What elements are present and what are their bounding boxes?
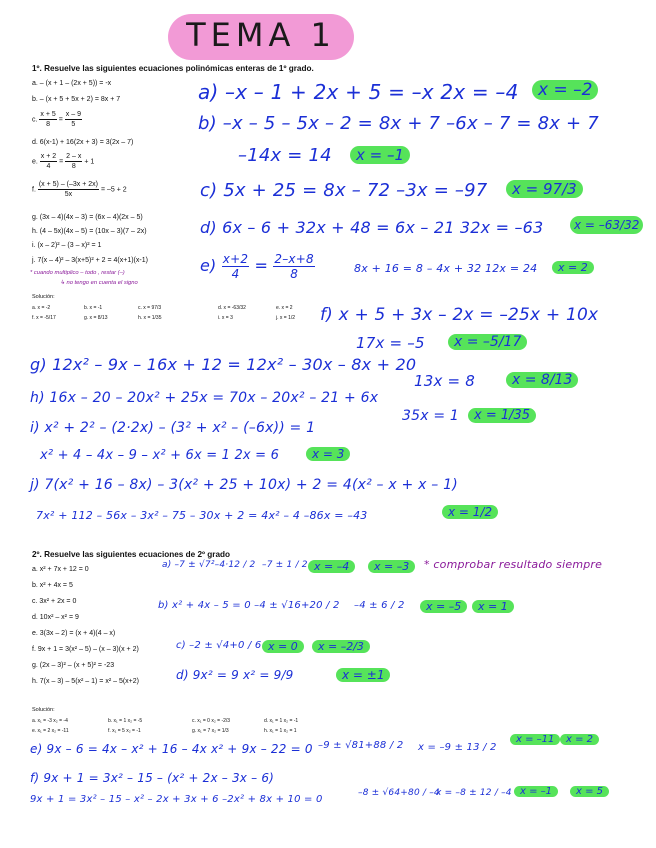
exercise-2f: f. 9x + 1 = 3(x² – 5) – (x – 3)(x + 2) (32, 646, 139, 653)
answer-1i: x = 3 (306, 447, 350, 461)
work-2e: e) 9x – 6 = 4x – x² + 16 – 4x x² + 9x – 22 = 0 (30, 742, 313, 756)
exercise-1f: f. $\frac{(x + 5) - (-3x + 2x)}{5x}$ = –5 + 2 (32, 181, 127, 198)
work-2f-4: x = –8 ± 12 / –4 (436, 788, 512, 798)
work-1c: c) 5x + 25 = 8x – 72 –3x = –97 (200, 180, 488, 201)
work-2f-2: 9x + 1 = 3x² – 15 – x² – 2x + 3x + 6 –2x² + 8x + 10 = 0 (30, 794, 323, 805)
work-1f: f) x + 5 + 3x – 2x = –25x + 10x (320, 305, 599, 325)
answer-1j: x = 1/2 (442, 505, 498, 519)
work-1g: g) 12x² – 9x – 16x + 12 = 12x² – 30x – 8x + 20 (30, 355, 417, 374)
note-sign: * cuando multiplico – todo , restar (–) (30, 270, 125, 276)
work-2b-2: –4 ± 6 / 2 (354, 600, 405, 611)
exercise-2h: h. 7(x – 3) – 5(x² – 1) = x² – 5(x+2) (32, 678, 139, 685)
work-2f-3: –8 ± √64+80 / –4 (358, 788, 440, 798)
answer-2c-2: x = –2/3 (312, 640, 370, 653)
answer-1g: x = 8/13 (506, 372, 578, 388)
exercise-2e: e. 3(3x – 2) = (x + 4)(4 – x) (32, 630, 116, 637)
exercise-1g: g. (3x – 4)(4x – 3) = (6x – 4)(2x – 5) (32, 214, 143, 221)
work-1b: b) –x – 5 – 5x – 2 = 8x + 7 –6x – 7 = 8x + 7 (198, 113, 599, 134)
answer-2a-1: x = –4 (308, 560, 355, 573)
answer-1b: x = –1 (350, 146, 410, 164)
work-1i-2: x² + 4 – 4x – 9 – x² + 6x = 1 2x = 6 (40, 448, 280, 463)
work-1f-2: 17x = –5 (356, 334, 425, 352)
section2-heading: 2º. Resuelve las siguientes ecuaciones de 2º grado (32, 550, 231, 559)
exercise-1d: d. 6(x-1) + 16(2x + 3) = 3(2x – 7) (32, 139, 134, 146)
answer-1d: x = –63/32 (570, 216, 643, 234)
answer-2d: x = ±1 (336, 668, 390, 682)
answer-2f-2: x = 5 (570, 786, 609, 797)
exercise-2g: g. (2x – 3)² – (x + 5)² = -23 (32, 662, 115, 669)
section1-heading: 1º. Resuelve las siguientes ecuaciones polinómicas enteras de 1º grado. (32, 64, 314, 73)
work-2b: b) x² + 4x – 5 = 0 –4 ± √16+20 / 2 (158, 600, 340, 611)
title-highlight (168, 14, 354, 60)
work-2c: c) –2 ± √4+0 / 6 (176, 640, 262, 651)
exercise-1c: c. $\frac{x + 5}{8}$ = $\frac{x - 9}{5}$ (32, 111, 81, 128)
work-1a: a) –x – 1 + 2x + 5 = –x 2x = –4 (198, 80, 519, 104)
work-2e-2: –9 ± √81+88 / 2 (318, 740, 404, 751)
work-1h-2: 35x = 1 (402, 408, 460, 424)
work-2e-3: x = –9 ± 13 / 2 (418, 742, 497, 753)
exercise-1h: h. (4 – 5x)(4x – 5) = (10x – 3)(7 – 2x) (32, 228, 147, 235)
note-sign-2: ↳ no tengo en cuenta el signo (60, 280, 138, 286)
answer-2a-2: x = –3 (368, 560, 415, 573)
exercise-2d: d. 10x² – x² = 9 (32, 614, 79, 621)
exercise-1a: a. – (x + 1 – (2x + 5)) = -x (32, 80, 112, 87)
answer-2e-2: x = 2 (560, 734, 599, 745)
work-1g-2: 13x = 8 (414, 372, 476, 390)
work-1e: e) $\frac{x+2}{4}$ = $\frac{2-x+8}{8}$ (200, 252, 314, 281)
solution-label-2: Solución: (32, 707, 55, 713)
answer-1f: x = –5/17 (448, 334, 527, 350)
answer-1c: x = 97/3 (506, 180, 583, 198)
answer-1h: x = 1/35 (468, 408, 536, 423)
answer-2f-1: x = –1 (514, 786, 558, 797)
work-1i: i) x² + 2² – (2·2x) – (3² + x² – (–6x)) = 1 (30, 420, 316, 436)
answer-2c-1: x = 0 (262, 640, 304, 653)
solution-label-1: Solución: (32, 294, 55, 300)
work-2f: f) 9x + 1 = 3x² – 15 – (x² + 2x – 3x – 6) (30, 771, 275, 785)
exercise-2a: a. x² + 7x + 12 = 0 (32, 566, 89, 573)
exercise-1i: i. (x – 2)² – (3 – x)² = 1 (32, 242, 102, 249)
work-1j: j) 7(x² + 16 – 8x) – 3(x² + 25 + 10x) + 2 = 4(x² – x + x – 1) (30, 477, 458, 493)
exercise-1b: b. – (x + 5 + 5x + 2) = 8x + 7 (32, 96, 121, 103)
work-2a-2: –7 ± 1 / 2 (262, 560, 308, 570)
work-1j-2: 7x² + 112 – 56x – 3x² – 75 – 30x + 2 = 4x² – 4 –86x = –43 (36, 509, 368, 522)
answer-1a: x = –2 (532, 80, 598, 100)
reminder-note: * comprobar resultado siempre (424, 558, 603, 571)
exercise-1e: e. $\frac{x + 2}{4}$ = $\frac{2 - x}{8}$ + 1 (32, 153, 95, 170)
work-1d: d) 6x – 6 + 32x + 48 = 6x – 21 32x = –63 (200, 218, 544, 237)
work-1e-2: 8x + 16 = 8 – 4x + 32 12x = 24 (354, 262, 538, 275)
work-1b-2: –14x = 14 (238, 145, 332, 166)
page-title: TEMA 1 (186, 16, 336, 54)
work-2d: d) 9x² = 9 x² = 9/9 (176, 668, 294, 682)
answer-2e-1: x = –11 (510, 734, 560, 745)
answer-2b-1: x = –5 (420, 600, 467, 613)
work-1h: h) 16x – 20 – 20x² + 25x = 70x – 20x² – 21 + 6x (30, 390, 379, 406)
exercise-1j: j. 7(x – 4)² – 3(x+5)² + 2 = 4(x+1)(x-1) (32, 257, 148, 264)
answer-1e: x = 2 (552, 261, 594, 274)
work-2a: a) –7 ± √7²–4·12 / 2 (162, 560, 256, 570)
answer-2b-2: x = 1 (472, 600, 514, 613)
exercise-2c: c. 3x² + 2x = 0 (32, 598, 77, 605)
exercise-2b: b. x² + 4x = 5 (32, 582, 73, 589)
